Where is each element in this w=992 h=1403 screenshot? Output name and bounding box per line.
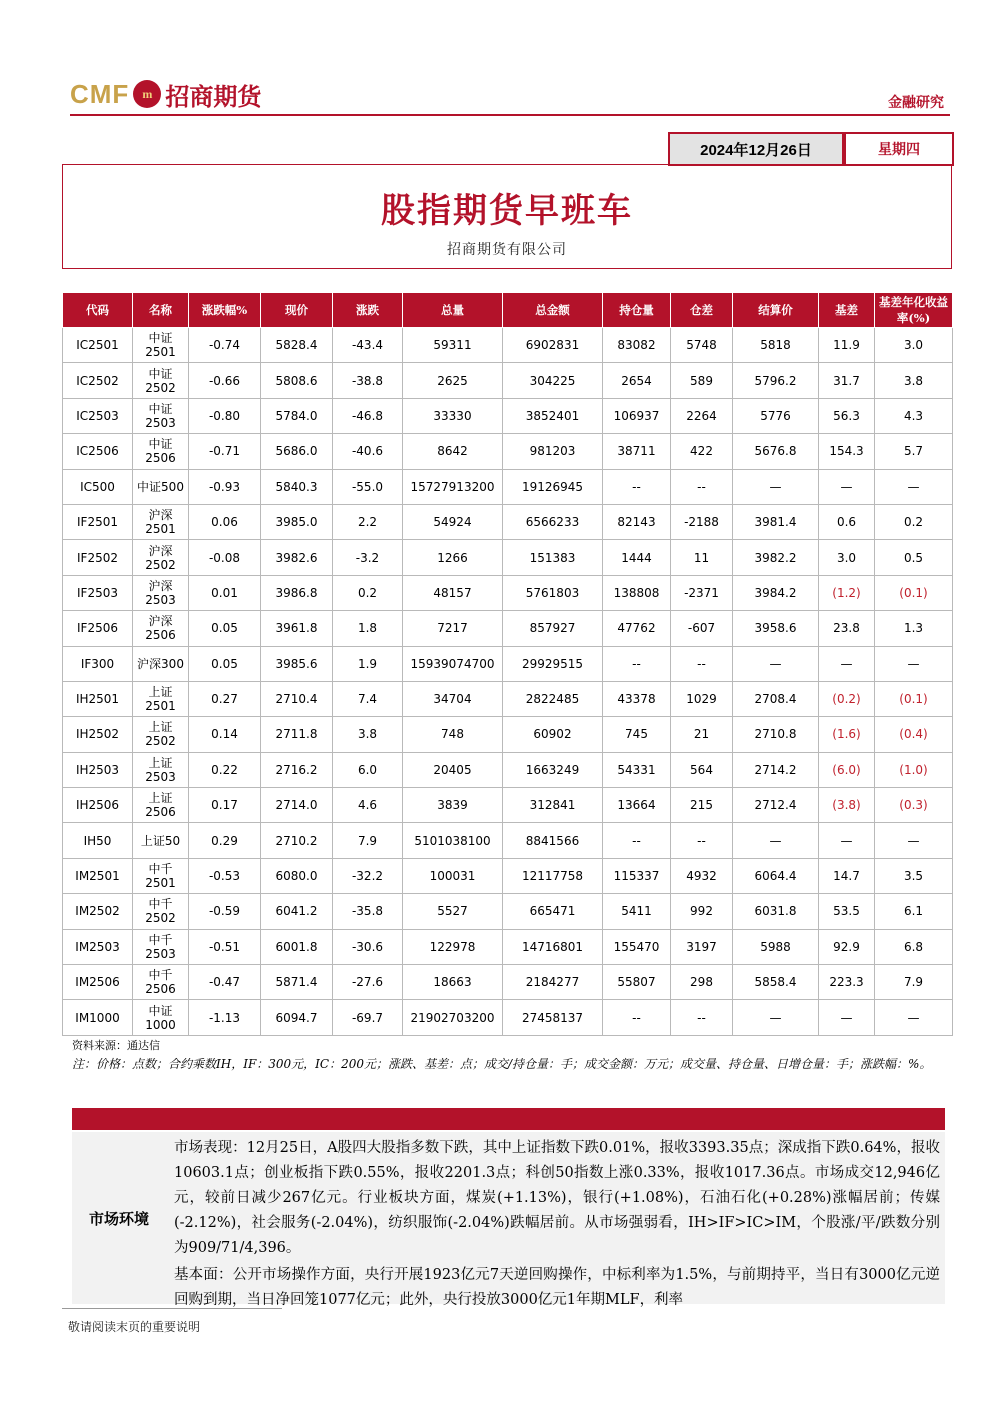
table-cell: 6.0 xyxy=(333,752,403,787)
table-cell: 38711 xyxy=(603,434,671,469)
footer-divider xyxy=(62,1308,282,1309)
table-cell: 2714.0 xyxy=(261,788,333,823)
header-divider xyxy=(70,114,950,116)
table-cell: 5676.8 xyxy=(733,434,819,469)
table-cell: 上证2506 xyxy=(133,788,189,823)
table-cell: 564 xyxy=(671,752,733,787)
table-row xyxy=(63,681,953,716)
table-cell: 5101038100 xyxy=(403,823,503,858)
table-cell: 3984.2 xyxy=(733,575,819,610)
table-cell: 2710.4 xyxy=(261,681,333,716)
table-cell: 5858.4 xyxy=(733,965,819,1000)
table-row xyxy=(63,858,953,893)
table-cell: 4932 xyxy=(671,858,733,893)
table-cell: 上证50 xyxy=(133,823,189,858)
table-cell: 中证2501 xyxy=(133,328,189,363)
table-cell: 14716801 xyxy=(503,929,603,964)
table-cell: 981203 xyxy=(503,434,603,469)
table-cell: 83082 xyxy=(603,328,671,363)
table-cell: 54924 xyxy=(403,504,503,539)
table-cell: 1.3 xyxy=(875,611,953,646)
table-cell: IF2501 xyxy=(63,504,133,539)
table-cell: 2710.8 xyxy=(733,717,819,752)
table-row xyxy=(63,717,953,752)
table-cell: 5686.0 xyxy=(261,434,333,469)
company-name: 招商期货有限公司 xyxy=(447,242,567,258)
table-row xyxy=(63,540,953,575)
table-cell: — xyxy=(819,823,875,858)
table-cell: -40.6 xyxy=(333,434,403,469)
table-cell: -0.71 xyxy=(189,434,261,469)
table-cell: 2712.4 xyxy=(733,788,819,823)
table-cell: 1029 xyxy=(671,681,733,716)
table-cell: 上证2503 xyxy=(133,752,189,787)
table-cell: 3852401 xyxy=(503,398,603,433)
table-cell: IC2502 xyxy=(63,363,133,398)
table-cell: (0.1) xyxy=(875,575,953,610)
table-cell: 298 xyxy=(671,965,733,1000)
table-cell: 3.8 xyxy=(333,717,403,752)
column-header: 涨跌幅% xyxy=(189,293,261,328)
table-cell: IC2501 xyxy=(63,328,133,363)
table-cell: 中千2501 xyxy=(133,858,189,893)
table-cell: 60902 xyxy=(503,717,603,752)
table-cell: 1444 xyxy=(603,540,671,575)
table-cell: IC2503 xyxy=(63,398,133,433)
table-cell: -0.08 xyxy=(189,540,261,575)
table-cell: 11 xyxy=(671,540,733,575)
table-cell: 上证2502 xyxy=(133,717,189,752)
market-performance: 市场表现：12月25日，A股四大股指多数下跌，其中上证指数下跌0.01%，报收3393.35点；深成指下跌0.64%，报收10603.1点；创业板指下跌0.55%，报收2201.3点；科创50指数上涨0.33%，报收1017.36点。市场成交12,946亿元，较前日减少267亿元。行业板块方面，煤炭(+1.13%)，银行(+1.08%)，石油石化(+0.28%)涨幅居前；传媒(-2.12%)，社会服务(-2.04%)，纺织服饰(-2.04%)跌幅居前。从市场强弱看，IH>IF>IC>IM，个股涨/平/跌数分别为909/71/4,396。 xyxy=(174,1140,940,1256)
table-cell: 中证500 xyxy=(133,469,189,504)
table-cell: 53.5 xyxy=(819,894,875,929)
table-cell: 5776 xyxy=(733,398,819,433)
table-cell: IH50 xyxy=(63,823,133,858)
table-cell: 7.9 xyxy=(333,823,403,858)
table-row xyxy=(63,363,953,398)
column-header: 总金额 xyxy=(503,293,603,328)
table-cell: — xyxy=(733,823,819,858)
table-cell: 15939074700 xyxy=(403,646,503,681)
table-cell: 43378 xyxy=(603,681,671,716)
table-header xyxy=(63,293,953,328)
table-cell: IF2506 xyxy=(63,611,133,646)
table-cell: 3961.8 xyxy=(261,611,333,646)
table-cell: 12117758 xyxy=(503,858,603,893)
table-cell: 312841 xyxy=(503,788,603,823)
table-cell: 7217 xyxy=(403,611,503,646)
table-cell: — xyxy=(875,646,953,681)
table-notes xyxy=(72,1036,952,1074)
table-cell: IM1000 xyxy=(63,1000,133,1035)
page-header xyxy=(70,78,950,114)
table-row xyxy=(63,469,953,504)
table-cell: 5411 xyxy=(603,894,671,929)
table-cell: 27458137 xyxy=(503,1000,603,1035)
table-cell: 6.8 xyxy=(875,929,953,964)
table-cell: 5796.2 xyxy=(733,363,819,398)
table-cell: 3.8 xyxy=(875,363,953,398)
table-cell: -0.66 xyxy=(189,363,261,398)
table-cell: 6064.4 xyxy=(733,858,819,893)
table-cell: IH2501 xyxy=(63,681,133,716)
table-cell: -0.59 xyxy=(189,894,261,929)
table-row xyxy=(63,752,953,787)
table-cell: 2708.4 xyxy=(733,681,819,716)
table-cell: 中证2506 xyxy=(133,434,189,469)
table-cell: -607 xyxy=(671,611,733,646)
table-cell: -- xyxy=(671,1000,733,1035)
table-cell: 13664 xyxy=(603,788,671,823)
market-fundamentals: 基本面：公开市场操作方面，央行开展1923亿元7天逆回购操作，中标利率为1.5%，与前期持平，当日有3000亿元逆回购到期，当日净回笼1077亿元；此外，央行投放3000亿元1年期MLF，利率 xyxy=(174,1267,940,1308)
futures-table xyxy=(62,292,953,1036)
table-cell: 0.14 xyxy=(189,717,261,752)
table-cell: 54331 xyxy=(603,752,671,787)
column-header: 基差 xyxy=(819,293,875,328)
table-cell: -0.51 xyxy=(189,929,261,964)
table-cell: 20405 xyxy=(403,752,503,787)
table-cell: 92.9 xyxy=(819,929,875,964)
table-cell: IF2502 xyxy=(63,540,133,575)
table-cell: 6031.8 xyxy=(733,894,819,929)
table-cell: (0.4) xyxy=(875,717,953,752)
table-cell: (6.0) xyxy=(819,752,875,787)
table-cell: 748 xyxy=(403,717,503,752)
table-cell: 沪深2506 xyxy=(133,611,189,646)
table-cell: — xyxy=(875,823,953,858)
table-cell: -2188 xyxy=(671,504,733,539)
table-cell: 215 xyxy=(671,788,733,823)
table-cell: IC2506 xyxy=(63,434,133,469)
table-cell: 82143 xyxy=(603,504,671,539)
table-cell: 2822485 xyxy=(503,681,603,716)
table-row xyxy=(63,575,953,610)
table-cell: IF300 xyxy=(63,646,133,681)
table-cell: 中证2502 xyxy=(133,363,189,398)
report-date: 2024年12月26日 xyxy=(668,132,844,166)
data-source: 资料来源：通达信 xyxy=(72,1039,160,1052)
column-header: 涨跌 xyxy=(333,293,403,328)
table-cell: 21 xyxy=(671,717,733,752)
table-cell: 2.2 xyxy=(333,504,403,539)
table-cell: 3.0 xyxy=(819,540,875,575)
table-cell: 2714.2 xyxy=(733,752,819,787)
table-cell: -30.6 xyxy=(333,929,403,964)
table-cell: 沪深2502 xyxy=(133,540,189,575)
table-cell: 55807 xyxy=(603,965,671,1000)
table-row xyxy=(63,504,953,539)
table-cell: -0.74 xyxy=(189,328,261,363)
table-row xyxy=(63,788,953,823)
table-cell: 5828.4 xyxy=(261,328,333,363)
table-cell: 3958.6 xyxy=(733,611,819,646)
table-cell: 0.2 xyxy=(333,575,403,610)
table-cell: 中证1000 xyxy=(133,1000,189,1035)
table-cell: 2184277 xyxy=(503,965,603,1000)
column-header: 基差年化收益率(%) xyxy=(875,293,953,328)
table-cell: 1663249 xyxy=(503,752,603,787)
logo-cn: 招商期货 xyxy=(165,81,262,111)
table-cell: — xyxy=(875,1000,953,1035)
table-cell: 18663 xyxy=(403,965,503,1000)
table-cell: 2711.8 xyxy=(261,717,333,752)
table-cell: -32.2 xyxy=(333,858,403,893)
table-cell: 0.06 xyxy=(189,504,261,539)
table-cell: 31.7 xyxy=(819,363,875,398)
market-label: 市场环境 xyxy=(88,1209,149,1228)
column-header: 仓差 xyxy=(671,293,733,328)
table-row xyxy=(63,611,953,646)
table-cell: -55.0 xyxy=(333,469,403,504)
table-row xyxy=(63,1000,953,1035)
table-cell: -- xyxy=(671,469,733,504)
table-cell: 沪深2501 xyxy=(133,504,189,539)
table-cell: 5871.4 xyxy=(261,965,333,1000)
table-cell: 48157 xyxy=(403,575,503,610)
table-cell: 56.3 xyxy=(819,398,875,433)
table-cell: IC500 xyxy=(63,469,133,504)
logo-en: CMF xyxy=(70,78,130,109)
table-cell: IH2502 xyxy=(63,717,133,752)
table-cell: -3.2 xyxy=(333,540,403,575)
table-cell: -- xyxy=(603,1000,671,1035)
table-cell: IH2506 xyxy=(63,788,133,823)
table-cell: 5840.3 xyxy=(261,469,333,504)
table-cell: 0.22 xyxy=(189,752,261,787)
table-cell: (1.2) xyxy=(819,575,875,610)
column-header: 持仓量 xyxy=(603,293,671,328)
table-cell: -0.93 xyxy=(189,469,261,504)
table-cell: 0.05 xyxy=(189,646,261,681)
table-cell: 0.05 xyxy=(189,611,261,646)
table-cell: — xyxy=(819,646,875,681)
table-cell: 2716.2 xyxy=(261,752,333,787)
market-text xyxy=(174,1136,940,1315)
table-cell: — xyxy=(733,1000,819,1035)
table-cell: 14.7 xyxy=(819,858,875,893)
table-cell: 1.8 xyxy=(333,611,403,646)
table-cell: 4.3 xyxy=(875,398,953,433)
table-cell: 0.17 xyxy=(189,788,261,823)
logo-emblem-icon: m xyxy=(133,80,161,108)
table-cell: (1.0) xyxy=(875,752,953,787)
table-cell: 29929515 xyxy=(503,646,603,681)
section-label: 金融研究 xyxy=(888,95,944,111)
table-cell: 5527 xyxy=(403,894,503,929)
table-body xyxy=(63,328,953,1036)
table-row xyxy=(63,894,953,929)
table-cell: -0.80 xyxy=(189,398,261,433)
table-cell: — xyxy=(819,469,875,504)
table-cell: 1.9 xyxy=(333,646,403,681)
table-cell: 2710.2 xyxy=(261,823,333,858)
table-cell: 100031 xyxy=(403,858,503,893)
table-cell: 中证2503 xyxy=(133,398,189,433)
table-cell: -38.8 xyxy=(333,363,403,398)
table-cell: 155470 xyxy=(603,929,671,964)
table-cell: 上证2501 xyxy=(133,681,189,716)
column-header: 代码 xyxy=(63,293,133,328)
table-cell: 47762 xyxy=(603,611,671,646)
table-cell: — xyxy=(733,646,819,681)
table-cell: 3985.6 xyxy=(261,646,333,681)
table-cell: 15727913200 xyxy=(403,469,503,504)
table-cell: 304225 xyxy=(503,363,603,398)
table-cell: -0.47 xyxy=(189,965,261,1000)
table-cell: 中千2502 xyxy=(133,894,189,929)
table-cell: 中千2506 xyxy=(133,965,189,1000)
table-cell: 中千2503 xyxy=(133,929,189,964)
section-bar xyxy=(72,1108,945,1130)
table-row xyxy=(63,965,953,1000)
units-note: 注：价格：点数；合约乘数IH，IF：300元，IC：200元；涨跌、基差：点；成交/持仓量：手；成交金额：万元；成交量、持仓量、日增仓量：手；涨跌幅：%。 xyxy=(72,1057,932,1071)
table-cell: 23.8 xyxy=(819,611,875,646)
table-cell: 138808 xyxy=(603,575,671,610)
table-cell: 3981.4 xyxy=(733,504,819,539)
table-cell: (0.1) xyxy=(875,681,953,716)
table-cell: 151383 xyxy=(503,540,603,575)
table-cell: 沪深2503 xyxy=(133,575,189,610)
table-cell: -- xyxy=(671,823,733,858)
table-cell: 7.9 xyxy=(875,965,953,1000)
table-cell: 154.3 xyxy=(819,434,875,469)
table-cell: 223.3 xyxy=(819,965,875,1000)
table-cell: 6080.0 xyxy=(261,858,333,893)
table-cell: 6.1 xyxy=(875,894,953,929)
table-row xyxy=(63,929,953,964)
table-cell: 0.29 xyxy=(189,823,261,858)
table-cell: 3985.0 xyxy=(261,504,333,539)
table-cell: -43.4 xyxy=(333,328,403,363)
table-cell: 6041.2 xyxy=(261,894,333,929)
table-cell: -2371 xyxy=(671,575,733,610)
cmf-logo xyxy=(70,78,261,110)
table-cell: 5761803 xyxy=(503,575,603,610)
table-cell: IM2503 xyxy=(63,929,133,964)
table-cell: 沪深300 xyxy=(133,646,189,681)
table-cell: 0.01 xyxy=(189,575,261,610)
table-cell: 0.6 xyxy=(819,504,875,539)
title-box xyxy=(62,164,952,269)
column-header: 现价 xyxy=(261,293,333,328)
table-cell: 7.4 xyxy=(333,681,403,716)
table-cell: 34704 xyxy=(403,681,503,716)
table-cell: — xyxy=(819,1000,875,1035)
table-cell: IM2502 xyxy=(63,894,133,929)
report-weekday: 星期四 xyxy=(844,132,954,166)
table-cell: 3839 xyxy=(403,788,503,823)
table-cell: 422 xyxy=(671,434,733,469)
table-cell: 106937 xyxy=(603,398,671,433)
table-cell: 8642 xyxy=(403,434,503,469)
table-cell: -35.8 xyxy=(333,894,403,929)
table-cell: -- xyxy=(603,823,671,858)
table-cell: 5988 xyxy=(733,929,819,964)
table-cell: 4.6 xyxy=(333,788,403,823)
table-cell: 59311 xyxy=(403,328,503,363)
table-cell: 3197 xyxy=(671,929,733,964)
table-cell: 745 xyxy=(603,717,671,752)
table-row xyxy=(63,434,953,469)
table-cell: -- xyxy=(603,646,671,681)
table-cell: 5808.6 xyxy=(261,363,333,398)
table-cell: 11.9 xyxy=(819,328,875,363)
table-cell: 115337 xyxy=(603,858,671,893)
table-cell: -- xyxy=(603,469,671,504)
table-cell: 2264 xyxy=(671,398,733,433)
table-row xyxy=(63,823,953,858)
footer-note: 敬请阅读末页的重要说明 xyxy=(68,1320,201,1334)
table-cell: IM2506 xyxy=(63,965,133,1000)
table-cell: IM2501 xyxy=(63,858,133,893)
table-cell: 0.2 xyxy=(875,504,953,539)
table-cell: 8841566 xyxy=(503,823,603,858)
table-cell: IH2503 xyxy=(63,752,133,787)
table-cell: 3986.8 xyxy=(261,575,333,610)
table-header-row xyxy=(63,293,953,328)
table-cell: 3982.6 xyxy=(261,540,333,575)
table-cell: -1.13 xyxy=(189,1000,261,1035)
table-cell: 19126945 xyxy=(503,469,603,504)
table-cell: 6094.7 xyxy=(261,1000,333,1035)
table-cell: -69.7 xyxy=(333,1000,403,1035)
market-section xyxy=(72,1132,945,1308)
table-row xyxy=(63,646,953,681)
table-cell: -- xyxy=(671,646,733,681)
table-cell: — xyxy=(875,469,953,504)
table-cell: 1266 xyxy=(403,540,503,575)
table-cell: 5784.0 xyxy=(261,398,333,433)
table-cell: 5818 xyxy=(733,328,819,363)
table-cell: -46.8 xyxy=(333,398,403,433)
table-cell: 6001.8 xyxy=(261,929,333,964)
table-cell: -0.53 xyxy=(189,858,261,893)
table-cell: (3.8) xyxy=(819,788,875,823)
table-row xyxy=(63,328,953,363)
table-cell: 6902831 xyxy=(503,328,603,363)
table-cell: 122978 xyxy=(403,929,503,964)
table-cell: 992 xyxy=(671,894,733,929)
table-cell: 857927 xyxy=(503,611,603,646)
table-cell: 3.5 xyxy=(875,858,953,893)
table-cell: 33330 xyxy=(403,398,503,433)
table-cell: 2654 xyxy=(603,363,671,398)
table-cell: 6566233 xyxy=(503,504,603,539)
table-cell: -27.6 xyxy=(333,965,403,1000)
table-cell: 5.7 xyxy=(875,434,953,469)
table-cell: 589 xyxy=(671,363,733,398)
table-row xyxy=(63,398,953,433)
column-header: 结算价 xyxy=(733,293,819,328)
table-cell: 3.0 xyxy=(875,328,953,363)
table-cell: 5748 xyxy=(671,328,733,363)
table-cell: 3982.2 xyxy=(733,540,819,575)
column-header: 总量 xyxy=(403,293,503,328)
table-cell: (0.3) xyxy=(875,788,953,823)
report-title: 股指期货早班车 xyxy=(381,191,633,231)
table-cell: (0.2) xyxy=(819,681,875,716)
table-cell: 0.27 xyxy=(189,681,261,716)
table-cell: 0.5 xyxy=(875,540,953,575)
table-cell: — xyxy=(733,469,819,504)
table-cell: 665471 xyxy=(503,894,603,929)
table-cell: 2625 xyxy=(403,363,503,398)
table-cell: (1.6) xyxy=(819,717,875,752)
table-cell: IF2503 xyxy=(63,575,133,610)
table-cell: 21902703200 xyxy=(403,1000,503,1035)
column-header: 名称 xyxy=(133,293,189,328)
